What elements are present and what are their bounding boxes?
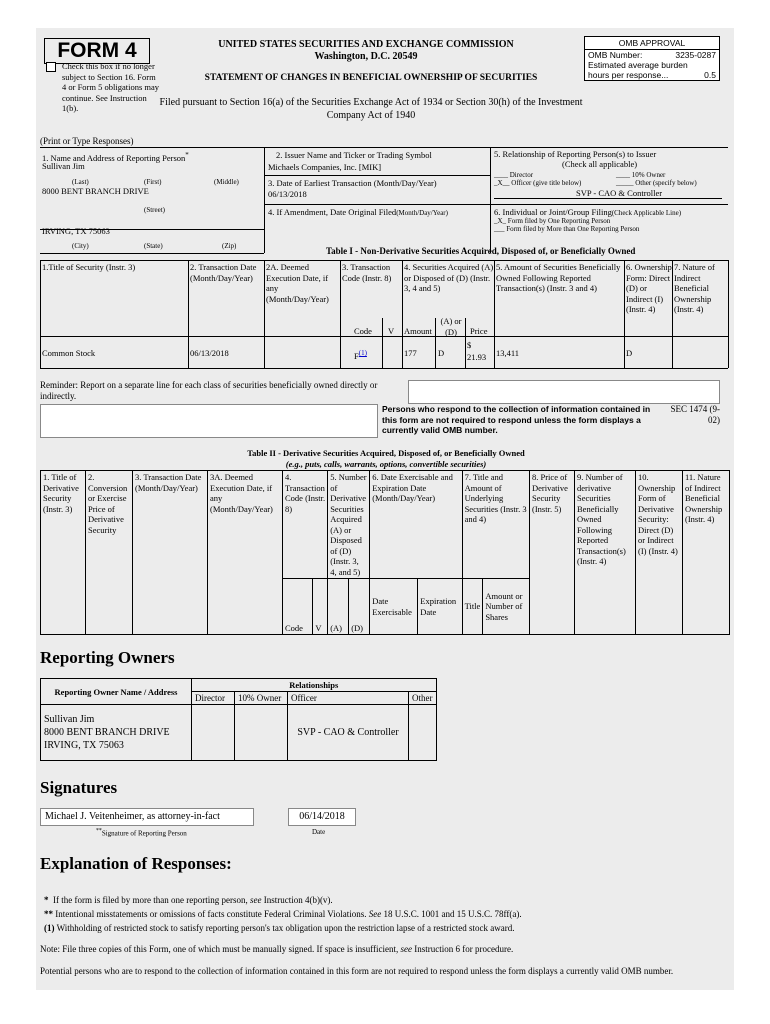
t2-h3a: 3A. Deemed Execution Date, if any (Month/Day/Year) [208, 471, 283, 635]
note-2: ** Intentional misstatements or omissions of facts constitute Federal Criminal Violations. See 18 U.S.C. 1001 and 15 U.S.C. 78ff(a). [44, 909, 522, 919]
reporting-person-name: Sullivan Jim [42, 161, 85, 171]
t2-h10: 10. Ownership Form of Derivative Security: Direct (D) or Indirect (I) (Instr. 4) [636, 471, 683, 635]
explanation-heading: Explanation of Responses: [40, 854, 232, 873]
ro-ten-value [235, 705, 288, 761]
t2-h5: 5. Number of Derivative Securities Acquired (A) or Disposed of (D) (Instr. 3, 4, and 5) [328, 471, 370, 579]
t1-sub-price: Price [470, 326, 488, 336]
omb-number: 3235-0287 [675, 50, 716, 60]
t2-sub-d: (D) [349, 579, 370, 635]
checkbox-instructions: Check this box if no longer subject to Section 16. Form 4 or Form 5 obligations may continue. See Instruction 1(b). [62, 61, 160, 113]
t2-h6: 6. Date Exercisable and Expiration Date (Month/Day/Year) [370, 471, 462, 579]
t2-h11: 11. Nature of Indirect Beneficial Ownership (Instr. 4) [683, 471, 730, 635]
more-person-option[interactable]: ___ Form filed by More than One Reporting Person [494, 225, 640, 233]
t2-sub-code: Code [283, 579, 313, 635]
ro-director-value [192, 705, 235, 761]
t2-h4: 4. Transaction Code (Instr. 8) [283, 471, 328, 579]
footnote-link[interactable]: (1) [358, 349, 367, 357]
t2-h2: 2. Conversion or Exercise Price of Derivative Security [86, 471, 133, 635]
file-copies-note: Note: File three copies of this Form, one of which must be manually signed. If space is insufficient, see Instruction 6 for procedure. [40, 944, 514, 954]
ro-owner [41, 705, 192, 761]
last-label: (Last) [72, 178, 89, 186]
t1-h7: 7. Nature of Indirect Beneficial Ownership (Instr. 4) [674, 262, 715, 314]
ro-col-name: Reporting Owner Name / Address [41, 679, 192, 705]
t2-sub-amount: Amount or Number of Shares [483, 579, 530, 635]
statement-title: STATEMENT OF CHANGES IN BENEFICIAL OWNERSHIP OF SECURITIES [204, 73, 538, 83]
date-label: Date [312, 828, 326, 836]
t1-h2: 2. Transaction Date (Month/Day/Year) [190, 262, 257, 283]
persons-notice: Persons who respond to the collection of information contained in this form are not required to respond unless the form displays a currently valid OMB number. [382, 404, 651, 435]
box5-sub: (Check all applicable) [562, 159, 638, 169]
hours-value: 0.5 [704, 70, 716, 80]
officer-option[interactable]: _X__ Officer (give title below) [494, 179, 582, 187]
box4-label: 4. If Amendment, Date Original Filed(Month/Day/Year) [268, 207, 448, 217]
t2-sub-v: V [313, 579, 328, 635]
omb-title: OMB APPROVAL [585, 37, 719, 50]
first-label: (First) [144, 178, 162, 186]
t1-h4: 4. Securities Acquired (A) or Disposed of (D) (Instr. 3, 4 and 5) [404, 262, 494, 293]
notice-left-box [40, 404, 378, 438]
t1-h3: 3. Transaction Code (Instr. 8) [342, 262, 392, 283]
t1-sub-aord: (A) or (D) [440, 316, 462, 337]
t1-price: 21.93 [467, 352, 487, 362]
t1-date: 06/13/2018 [190, 348, 229, 358]
t1-price-symbol: $ [467, 340, 472, 350]
ro-owner-city: IRVING, TX 75063 [44, 740, 124, 751]
table1-title: Table I - Non-Derivative Securities Acquired, Disposed of, or Beneficially Owned [326, 246, 636, 256]
t2-h9: 9. Number of derivative Securities Beneficially Owned Following Reported Transaction(s) (Instr. 4) [575, 471, 636, 635]
t1-sub-amount: Amount [404, 326, 432, 336]
t1-owned: 13,411 [496, 348, 520, 358]
box3-label: 3. Date of Earliest Transaction (Month/Day/Year) [268, 178, 437, 188]
ro-relationships: Relationships [192, 679, 437, 692]
form-title: FORM 4 [44, 38, 150, 64]
hours-label: hours per response... [588, 70, 669, 80]
ro-owner-street: 8000 BENT BRANCH DRIVE [44, 727, 170, 738]
t1-amount: 177 [404, 348, 417, 358]
sec-number: SEC 1474 (9-02) [670, 404, 720, 425]
no-longer-subject-checkbox[interactable] [46, 62, 56, 72]
signatures-heading: Signatures [40, 778, 118, 797]
table2-title: Table II - Derivative Securities Acquired, Disposed of, or Beneficially Owned [247, 448, 525, 458]
t2-h3: 3. Transaction Date (Month/Day/Year) [133, 471, 208, 635]
ro-col-ten: 10% Owner [235, 692, 288, 705]
ro-officer-value: SVP - CAO & Controller [288, 705, 409, 761]
issuer-name: Michaels Companies, Inc. [MIK] [268, 162, 382, 172]
t1-sub-v: V [388, 326, 395, 336]
potential-persons-note: Potential persons who are to respond to the collection of information contained in this form are not required to respond unless the form displays a currently valid OMB number. [40, 966, 674, 976]
middle-label: (Middle) [214, 178, 239, 186]
ro-other-value [409, 705, 437, 761]
print-type-note: (Print or Type Responses) [40, 136, 134, 146]
ro-col-officer: Officer [288, 692, 409, 705]
t1-code: $F^{(1)}$ [354, 349, 367, 361]
reporting-owners-table [40, 678, 437, 761]
omb-approval-box [584, 36, 720, 81]
table2-title-block [206, 448, 566, 469]
box5-label: 5. Relationship of Reporting Person(s) to Issuer [494, 149, 657, 159]
earliest-transaction-date: 06/13/2018 [268, 189, 307, 199]
note-3: (1) Withholding of restricted stock to satisfy reporting person's tax obligation upon the restriction lapse of a restricted stock award. [44, 923, 515, 933]
table2-subtitle: (e.g., puts, calls, warrants, options, convertible securities) [285, 458, 487, 469]
signature-label: **Signature of Reporting Person [96, 828, 187, 838]
box2-label: 2. Issuer Name and Ticker or Trading Symbol [276, 150, 432, 160]
t1-security: Common Stock [42, 348, 96, 358]
ten-percent-option[interactable]: ____ 10% Owner [616, 171, 666, 179]
director-option[interactable]: ____ Director [494, 171, 534, 179]
t2-sub-expiration: Expiration Date [418, 579, 462, 635]
zip-label: (Zip) [222, 242, 237, 250]
ro-owner-name: Sullivan Jim [44, 714, 95, 725]
t1-h2a: 2A. Deemed Execution Date, if any (Month/Day/Year) [266, 262, 329, 304]
reporting-owners-heading: Reporting Owners [40, 648, 175, 667]
one-person-option[interactable]: _X_ Form filed by One Reporting Person [494, 217, 611, 225]
city-label: (City) [72, 242, 89, 250]
t1-form: D [626, 348, 633, 358]
reminder-box [408, 380, 720, 404]
reminder-text: Reminder: Report on a separate line for each class of securities beneficially owned directly or indirectly. [40, 380, 378, 401]
t1-h5: 5. Amount of Securities Beneficially Owned Following Reported Transaction(s) (Instr. 3 and 4) [496, 262, 621, 293]
t1-aord: D [438, 348, 445, 358]
t2-h8: 8. Price of Derivative Security (Instr. 5) [530, 471, 575, 635]
city-value: IRVING, TX 75063 [42, 226, 110, 236]
signature-date: 06/14/2018 [288, 808, 356, 826]
form-page [36, 28, 734, 990]
burden-label: Estimated average burden [588, 60, 688, 70]
t2-h7: 7. Title and Amount of Underlying Securities (Instr. 3 and 4) [462, 471, 529, 579]
other-option[interactable]: _____ Other (specify below) [616, 179, 697, 187]
box1-label: 1. Name and Address of Reporting Person* [42, 151, 189, 163]
signer-name: Michael J. Veitenheimer, as attorney-in-fact [40, 808, 254, 826]
t2-sub-exercisable: Date Exercisable [370, 579, 418, 635]
t1-h1: 1.Title of Security (Instr. 3) [42, 262, 136, 272]
t2-sub-title: Title [462, 579, 483, 635]
street-value: 8000 BENT BRANCH DRIVE [42, 186, 149, 196]
t2-h1: 1. Title of Derivative Security (Instr. 3) [41, 471, 86, 635]
officer-title: SVP - CAO & Controller [576, 188, 663, 198]
ro-col-other: Other [409, 692, 437, 705]
table2 [40, 470, 730, 635]
filed-pursuant: Filed pursuant to Section 16(a) of the Securities Exchange Act of 1934 or Section 30(h) of the Investment Company Act of 1940 [159, 97, 583, 121]
t1-sub-code: Code [354, 326, 372, 336]
omb-number-label: OMB Number: [588, 50, 643, 60]
t2-sub-a: (A) [328, 579, 349, 635]
t1-h6: 6. Ownership Form: Direct (D) or Indirect (I) (Instr. 4) [626, 262, 672, 314]
state-label: (State) [144, 242, 163, 250]
ro-col-director: Director [192, 692, 235, 705]
box6-label: 6. Individual or Joint/Group Filing(Check Applicable Line) [494, 207, 682, 217]
agency-location: Washington, D.C. 20549 [314, 51, 418, 62]
street-label: (Street) [144, 206, 165, 214]
agency-name: UNITED STATES SECURITIES AND EXCHANGE COMMISSION [218, 39, 514, 50]
note-1: * If the form is filed by more than one reporting person, see Instruction 4(b)(v). [44, 895, 333, 905]
